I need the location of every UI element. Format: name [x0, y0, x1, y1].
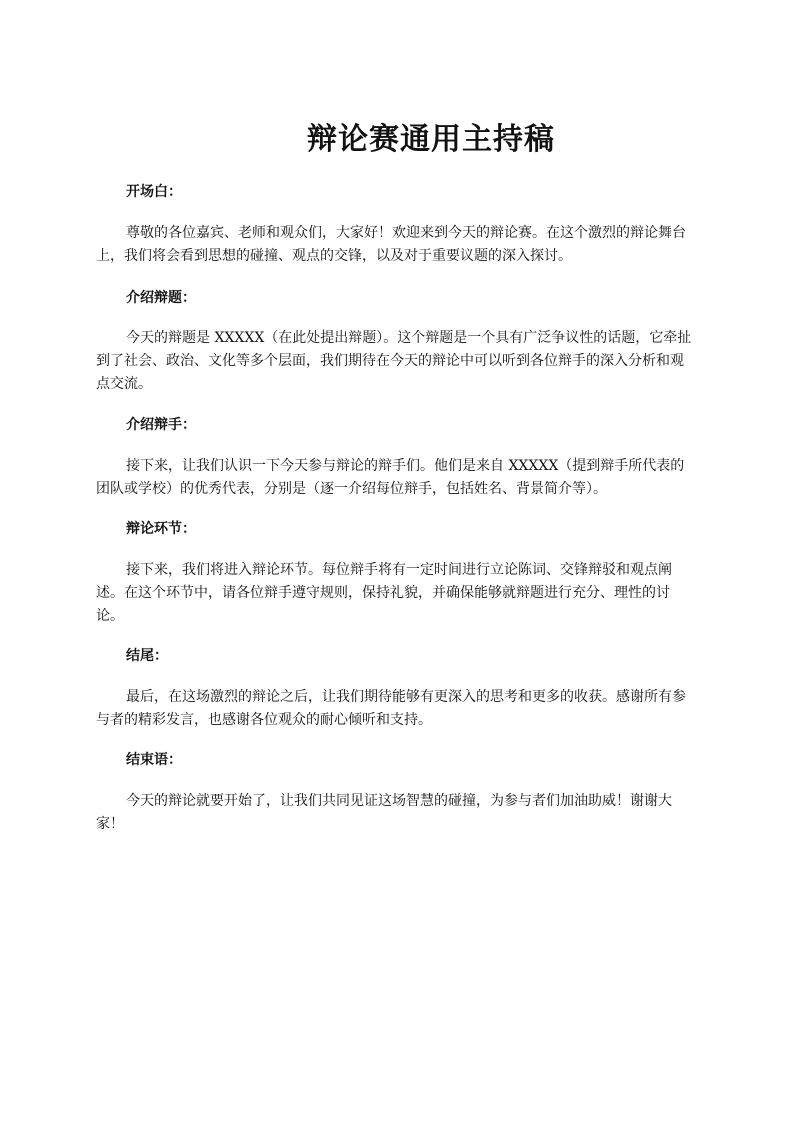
section-heading-debaters: 介绍辩手： [126, 417, 196, 433]
section-body-debate-round: 接下来，我们将进入辩论环节。每位辩手将有一定时间进行立论陈词、交锋辩驳和观点阐述。在这个环节中，请各位辩手遵守规则，保持礼貌，并确保能够就辩题进行充分、理性的讨论。 [96, 562, 672, 624]
document-title: 辩论赛通用主持稿 [307, 122, 555, 157]
section-body-closing: 今天的辩论就要开始了，让我们共同见证这场智慧的碰撞，为参与者们加油助威！谢谢大家！ [96, 793, 672, 832]
section-body-debaters: 接下来，让我们认识一下今天参与辩论的辩手们。他们是来自 XXXXX（提到辩手所代表的团队或学校）的优秀代表，分别是（逐一介绍每位辩手，包括姓名、背景简介等）。 [96, 458, 685, 497]
section-body-topic: 今天的辩题是 XXXXX（在此处提出辩题）。这个辩题是一个具有广泛争议性的话题，它牵扯到了社会、政治、文化等多个层面，我们期待在今天的辩论中可以听到各位辩手的深入分析和观点交流。 [96, 330, 692, 392]
section-body-ending: 最后，在这场激烈的辩论之后，让我们期待能够有更深入的思考和更多的收获。感谢所有参与者的精彩发言，也感谢各位观众的耐心倾听和支持。 [96, 689, 686, 728]
section-heading-closing: 结束语： [126, 752, 182, 768]
section-heading-ending: 结尾： [126, 648, 168, 664]
section-body-opening: 尊敬的各位嘉宾、老师和观众们，大家好！欢迎来到今天的辩论赛。在这个激烈的辩论舞台上，我们将会看到思想的碰撞、观点的交锋，以及对于重要议题的深入探讨。 [96, 225, 686, 264]
section-heading-opening: 开场白： [126, 184, 182, 200]
section-heading-debate-round: 辩论环节： [126, 521, 196, 537]
section-heading-topic: 介绍辩题： [126, 290, 196, 306]
